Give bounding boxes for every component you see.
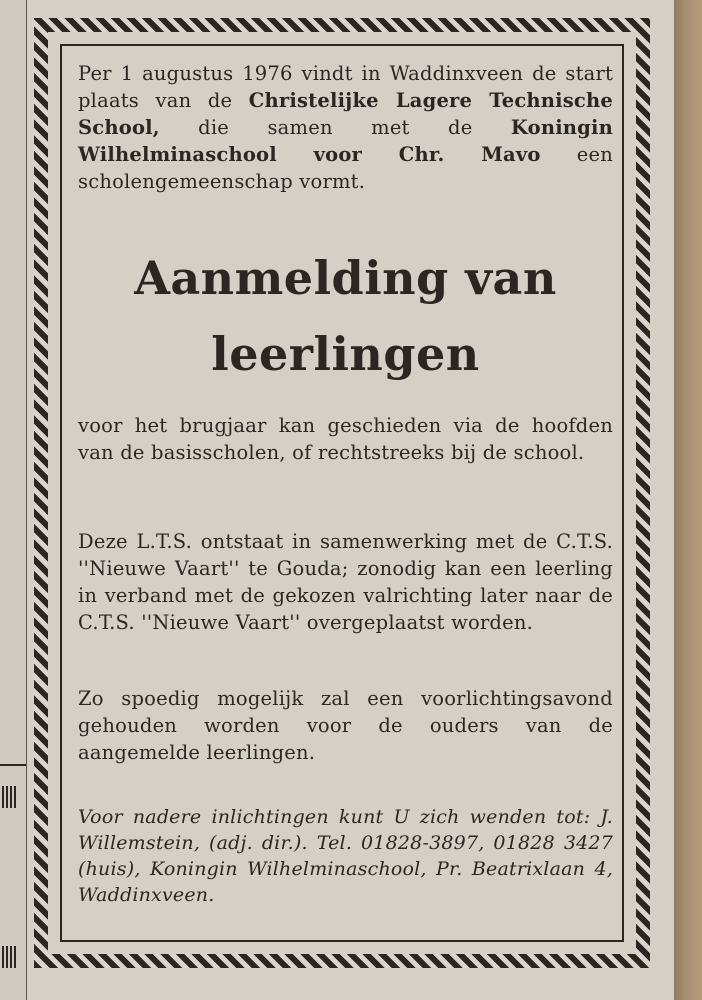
headline-line-2: leerlingen — [211, 327, 480, 381]
intro-text-3: een scholengemeenschap vormt. — [78, 143, 613, 193]
school-name-lts: Christelijke Lagere Technische School, — [78, 89, 613, 139]
column-mark — [2, 946, 16, 968]
lts-paragraph: Deze L.T.S. ontstaat in samenwerking met de C.T.S. ''Nieuwe Vaart'' te Gouda; zonodig kan een leerling in verband met de gekozen valrichting later naar de C.T.S. ''Nieuwe Vaart'' overgeplaatst worden. — [78, 530, 613, 634]
info-evening-paragraph: Zo spoedig mogelijk zal een voorlichtingsavond gehouden worden voor de ouders van de aangemelde leerlingen. — [78, 687, 613, 764]
school-name-mavo: Koningin Wilhelminaschool voor Chr. Mavo — [78, 116, 613, 166]
intro-text-1: Per 1 augustus 1976 vindt in Waddinxveen de start plaats van de — [78, 62, 613, 112]
contact-paragraph: Voor nadere inlichtingen kunt U zich wenden tot: J. Willemstein, (adj. dir.). Tel. 01828-3897, 01828 3427 (huis), Koningin Wilhelminaschool, Pr. Beatrixlaan 4, Waddinxveen. — [78, 806, 613, 906]
column-mark — [2, 786, 16, 808]
page-edge — [674, 0, 702, 1000]
headline-line-1: Aanmelding van — [134, 251, 557, 305]
brugjaar-paragraph: voor het brugjaar kan geschieden via de hoofden van de basisscholen, of rechtstreeks bij de school. — [78, 414, 613, 464]
intro-text-2: die samen met de — [159, 116, 511, 139]
intro-paragraph — [78, 60, 613, 195]
left-column-gutter — [0, 0, 27, 1000]
column-rule — [0, 764, 26, 766]
